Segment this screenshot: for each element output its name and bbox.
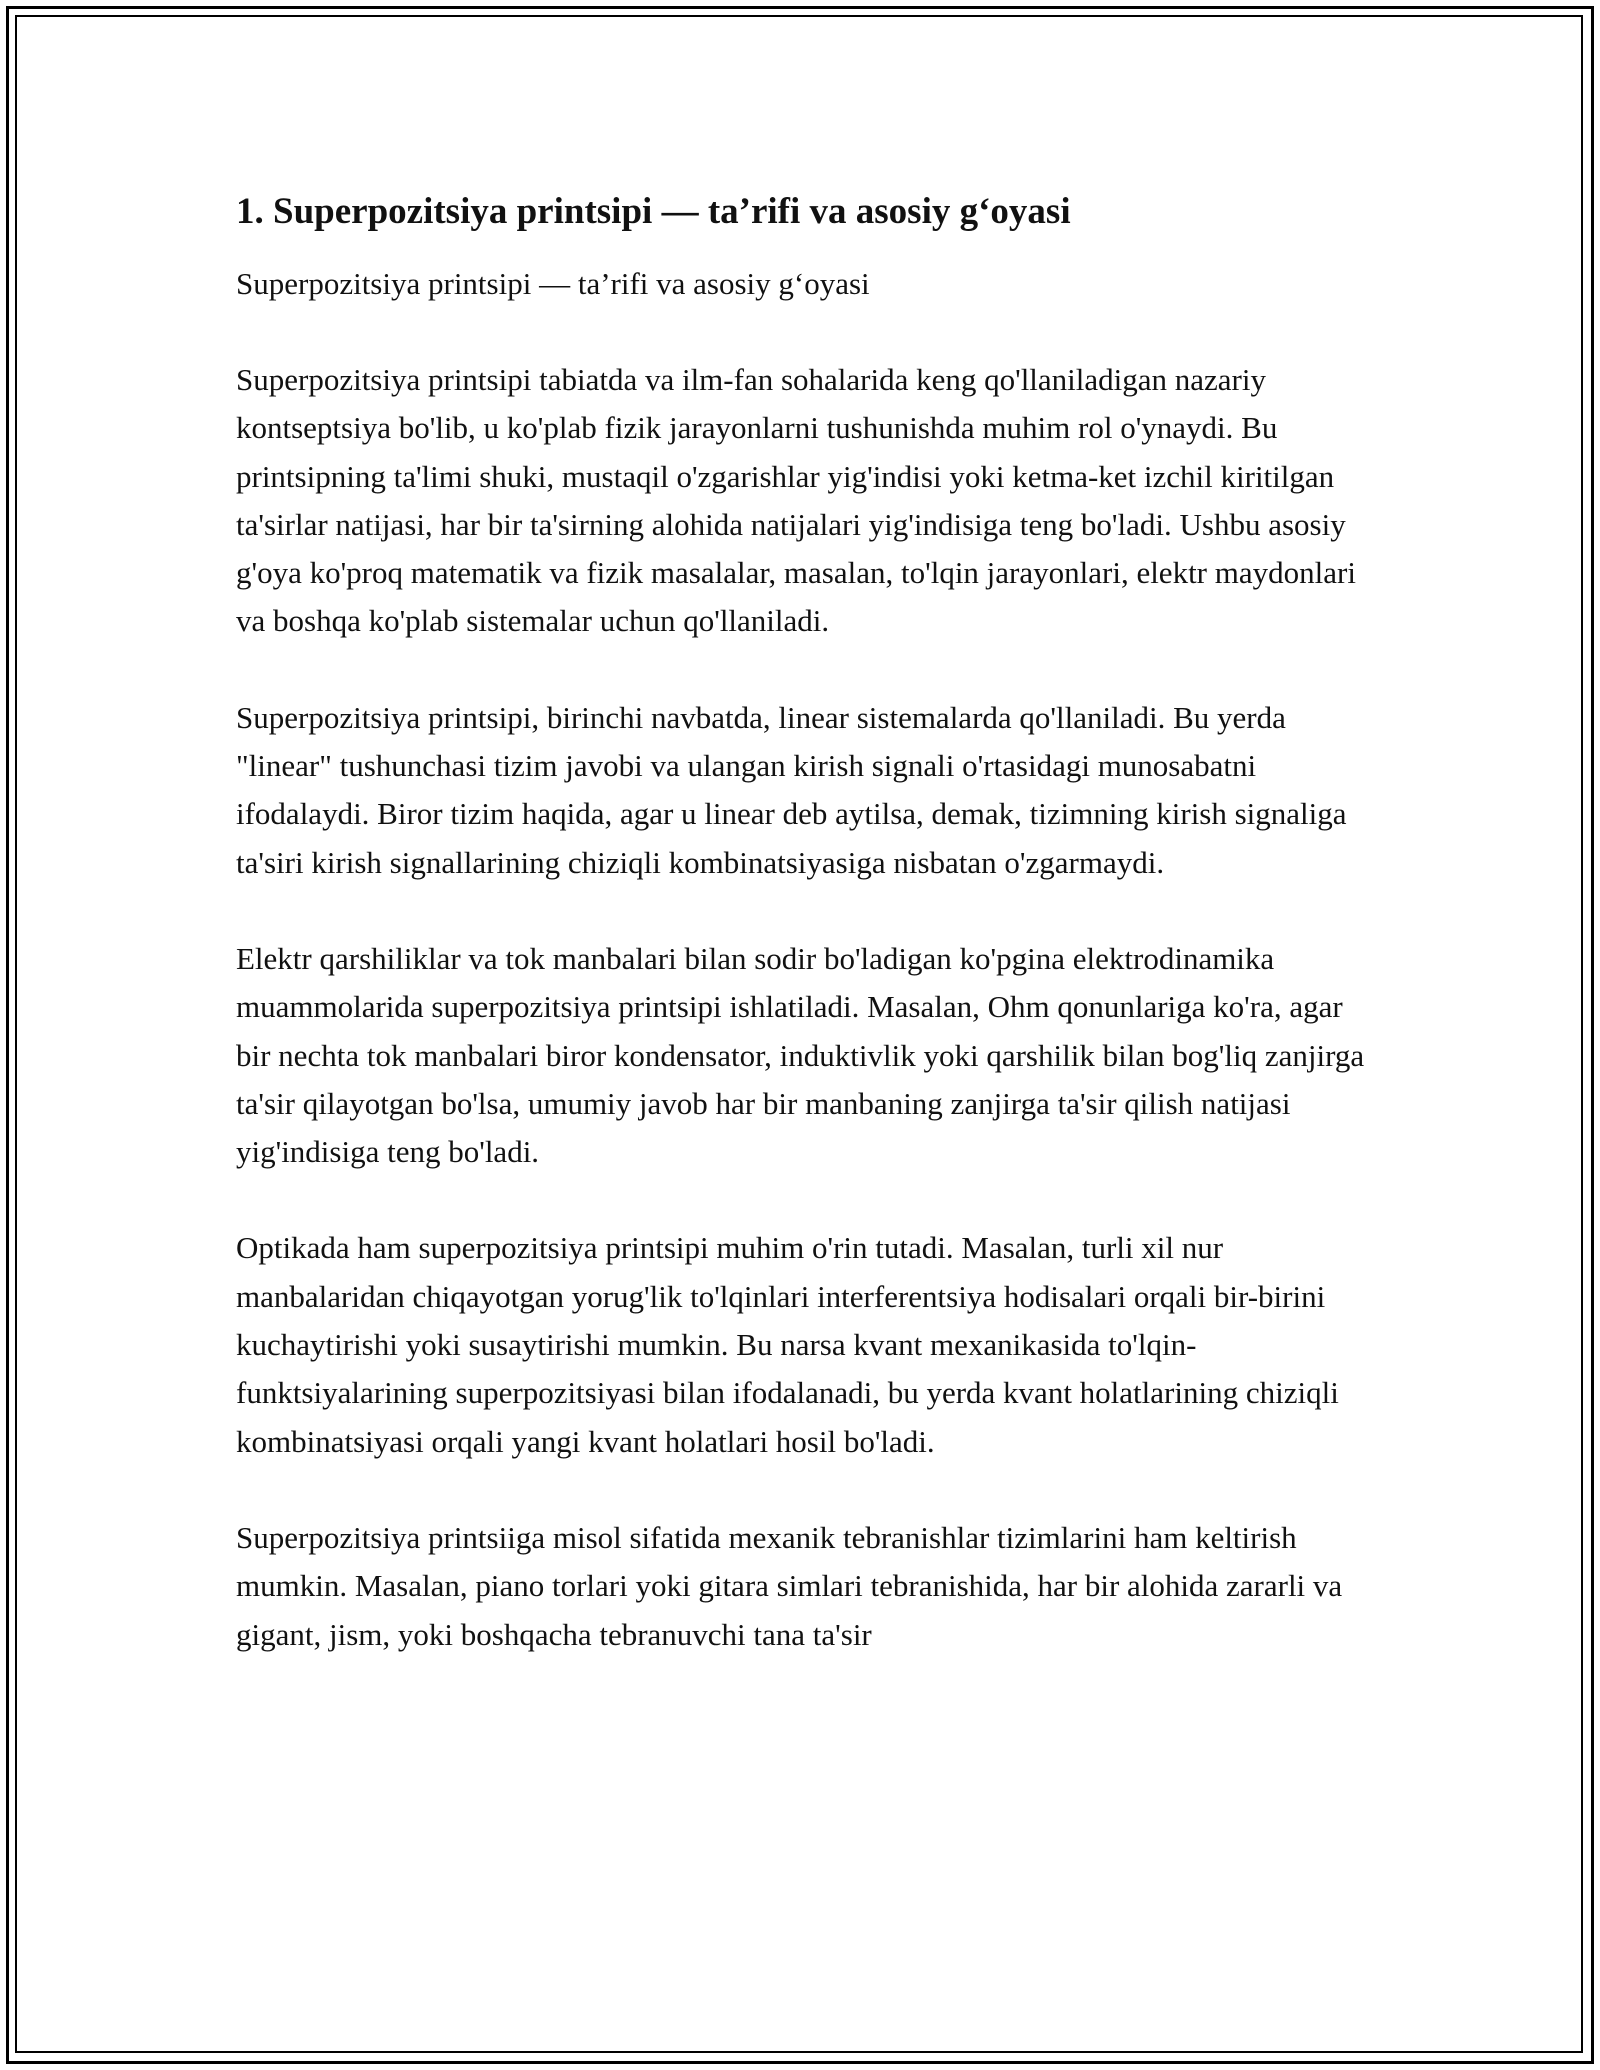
paragraph-1: Superpozitsiya printsipi tabiatda va ilm-fan sohalarida keng qo'llaniladigan nazariy kontseptsiya bo'lib, u ko'plab fizik jarayonlarni tushunishda muhim rol o'ynaydi. Bu printsipning ta'limi shuki, mustaqil o'zgarishlar yig'indisi yoki ketma-ket izchil kiritilgan ta'sirlar natijasi, har bir ta'sirning alohida natijalari yig'indisiga teng bo'ladi. Ushbu asosiy g'oya ko'proq matematik va fizik masalalar, masalan, to'lqin jarayonlari, elektr maydonlari va boshqa ko'plab sistemalar uchun qo'llaniladi. bbox=[236, 362, 1356, 639]
paragraph-3: Elektr qarshiliklar va tok manbalari bilan sodir bo'ladigan ko'pgina elektrodinamika muammolarida superpozitsiya printsipi ishlatiladi. Masalan, Ohm qonunlariga ko'ra, agar bir nechta tok manbalari biror kondensator, induktivlik yoki qarshilik bilan bog'liq zanjirga ta'sir qilayotgan bo'lsa, umumiy javob har bir manbaning zanjirga ta'sir qilish natijasi yig'indisiga teng bo'ladi. bbox=[236, 940, 1365, 1170]
section-heading: 1. Superpozitsiya printsipi — ta’rifi va asosiy g‘oyasi bbox=[236, 191, 1071, 232]
paragraph-4: Optikada ham superpozitsiya printsipi muhim o'rin tutadi. Masalan, turli xil nur manbalaridan chiqayotgan yorug'lik to'lqinlari interferentsiya hodisalari orqali bir-birini kuchaytirishi yoki susaytirishi mumkin. Bu narsa kvant mexanikasida to'lqin-funktsiyalarining superpozitsiyasi bilan ifodalanadi, bu yerda kvant holatlarining chiziqli kombinatsiyasi orqali yangi kvant holatlari hosil bo'ladi. bbox=[236, 1230, 1339, 1459]
paragraph-2: Superpozitsiya printsipi, birinchi navbatda, linear sistemalarda qo'llaniladi. Bu yerda "linear" tushunchasi tizim javobi va ulangan kirish signali o'rtasidagi munosabatni ifodalaydi. Biror tizim haqida, agar u linear deb aytilsa, demak, tizimning kirish signaliga ta'siri kirish signallarining chiziqli kombinatsiyasiga nisbatan o'zgarmaydi. bbox=[236, 699, 1347, 880]
section-subtitle: Superpozitsiya printsipi — ta’rifi va asosiy g‘oyasi bbox=[236, 266, 870, 301]
document-body bbox=[236, 188, 1376, 1707]
paragraph-5: Superpozitsiya printsiiga misol sifatida mexanik tebranishlar tizimlarini ham keltirish mumkin. Masalan, piano torlari yoki gitara simlari tebranishida, har bir alohida zararli va gigant, jism, yoki boshqacha tebranuvchi tana ta'sir bbox=[236, 1519, 1343, 1652]
